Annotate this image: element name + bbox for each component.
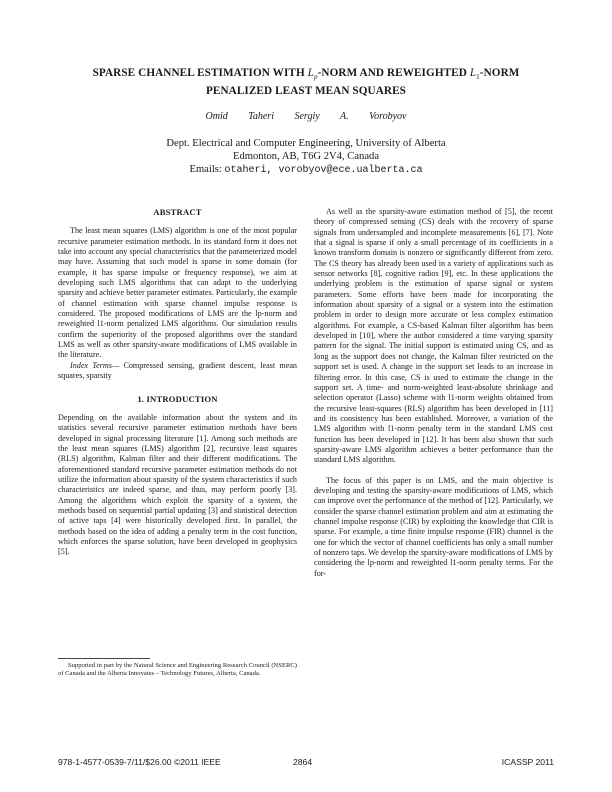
emails bbox=[60, 163, 552, 177]
affiliation-line: Edmonton, AB, T6G 2V4, Canada bbox=[232, 151, 380, 162]
page-number: 2864 bbox=[293, 757, 313, 767]
title-lp-sub: p bbox=[314, 73, 318, 82]
index-terms bbox=[58, 361, 297, 382]
intro-paragraph: As well as the sparsity-aware estimation method of [5], the recent theory of compressed sensing (CS) deals with the recovery of sparse signals from undersampled and incomplete measurements [6], [7]. Note that a signal is sparse if only a small percentage of its coefficients in a known transform domain is nonzero or significantly different from zero. The CS theory has already been used in a variety of applications such as sensor networks [8], cognitive radios [9], etc. In these applications the underlying problem is the estimation of sparse signal or system parameters. Some efforts have been made for incorporating the information about sparsity of a signal or a system into the estimation problem in order to design more accurate or less complex estimation algorithms. For example, a CS-based Kalman filter algorithm has been developed in [10], where the author considered a time varying sparsity pattern for the signal. The initial support is estimated using CS, and as long as the support does not change, the Kalman filter restricted on the support set is used. A change in the support set leads to an increase in filtering error. In this case, CS is used to estimate the change in the support set. A time- and norm-weighted least-absolute shrinkage and selection operator (Lasso) scheme with l1-norm weights obtained from the recursive least-squares (RLS) algorithm has been developed in [11] and its consistency has been established. Moreover, a variation of the LMS algorithm with l1-norm penalty term in the standard LMS cost function has been developed in [12]. It has been also shown that such sparsity-aware LMS algorithm achieves a better performance than the standard LMS algorithm. bbox=[314, 207, 553, 465]
footnote-divider bbox=[58, 658, 150, 659]
footnote: Supported in part by the Natural Science and Engineering Research Council (NSERC) of Canada and the Alberta Innovates – Technology Futures, Alberta, Canada. bbox=[58, 662, 297, 678]
emails-label: Emails: bbox=[189, 164, 225, 175]
intro-paragraph: Depending on the available information about the system and its statistics several recursive parameter estimation methods have been developed in signal processing literature [1]. Among such methods are the least mean squares (LMS) algorithm [2], recursive least squares (RLS) algorithm, Kalman filter and their different modifications. The aforementioned standard recursive parameter estimation methods do not utilize the information about sparsity of the system characteristics if such characteristics are indeed sparse, and thus, may perform poorly [3]. Among the algorithms which exploit the sparsity of a system, the methods based on sequential partial updating [3] and statistical detection of active taps [4] were historically developed first. In parallel, the methods based on the idea of adding a penalty term in the cost function, which enforces the sparse solution, have been developed in geophysics [5]. bbox=[58, 412, 297, 557]
title-l1-sub: 1 bbox=[476, 73, 480, 82]
title-line-2: PENALIZED LEAST MEAN SQUARES bbox=[206, 85, 406, 98]
title-lp-symbol: L bbox=[307, 67, 314, 79]
abstract-text: The least mean squares (LMS) algorithm is one of the most popular recursive parameter estimation methods. In its standard form it does not take into account any special characteristics that the parameterized model may have. Assuming that such model is sparse in some domain (for example, it has sparse impulse or frequency response), we aim at developing such LMS algorithms that can adapt to the underlying sparsity and achieve better parameter estimates. Particularly, the example of channel estimation with sparse channel impulse response is considered. The proposed modifications of LMS are the lp-norm and reweighted l1-norm penalized LMS algorithms. Our simulation results confirm the superiority of the proposed algorithms over the standard LMS as well as other sparsity-aware modifications of LMS available in the literature. bbox=[58, 226, 297, 360]
index-terms-text: Compressed sensing, gradient descent, least mean squares, sparsity bbox=[58, 360, 297, 381]
footer-conference: ICASSP 2011 bbox=[501, 757, 554, 767]
footer-isbn: 978-1-4577-0539-7/11/$26.00 ©2011 IEEE bbox=[58, 757, 221, 767]
title-part: -NORM bbox=[479, 67, 520, 79]
authors bbox=[60, 111, 552, 122]
title-l1-symbol: L bbox=[469, 67, 477, 79]
paper-title bbox=[60, 66, 552, 98]
introduction-heading: 1. INTRODUCTION bbox=[137, 393, 218, 404]
affiliation bbox=[60, 137, 552, 177]
author-name: Sergiy A. Vorobyov bbox=[294, 111, 407, 122]
author-name: Omid Taheri bbox=[205, 111, 274, 122]
affiliation-line: Dept. Electrical and Computer Engineering, University of Alberta bbox=[166, 138, 446, 149]
index-terms-label: Index Terms— bbox=[70, 360, 120, 370]
intro-paragraph: The focus of this paper is on LMS, and the main objective is developing and testing the sparsity-aware modifications of LMS, which can improve over the performance of the method of [12]. Particularly, we consider the sparse channel estimation problem and aim at estimating the channel impulse response (CIR) by exploiting the knowledge that CIR is sparse. For example, a time finite impulse response (FIR) channel is the one for which the vector of channel coefficients has only a small number of nonzero taps. We develop the sparsity-aware modifications of LMS by considering the lp-norm and reweighted l1-norm penalty terms. For the for- bbox=[314, 475, 553, 578]
email-addresses[interactable]: otaheri, vorobyov@ece.ualberta.ca bbox=[224, 165, 423, 176]
title-part: SPARSE CHANNEL ESTIMATION WITH bbox=[92, 67, 308, 79]
title-part: -NORM AND REWEIGHTED bbox=[317, 67, 470, 79]
left-column bbox=[58, 207, 297, 558]
right-column bbox=[314, 207, 553, 579]
abstract-heading: ABSTRACT bbox=[153, 207, 202, 217]
